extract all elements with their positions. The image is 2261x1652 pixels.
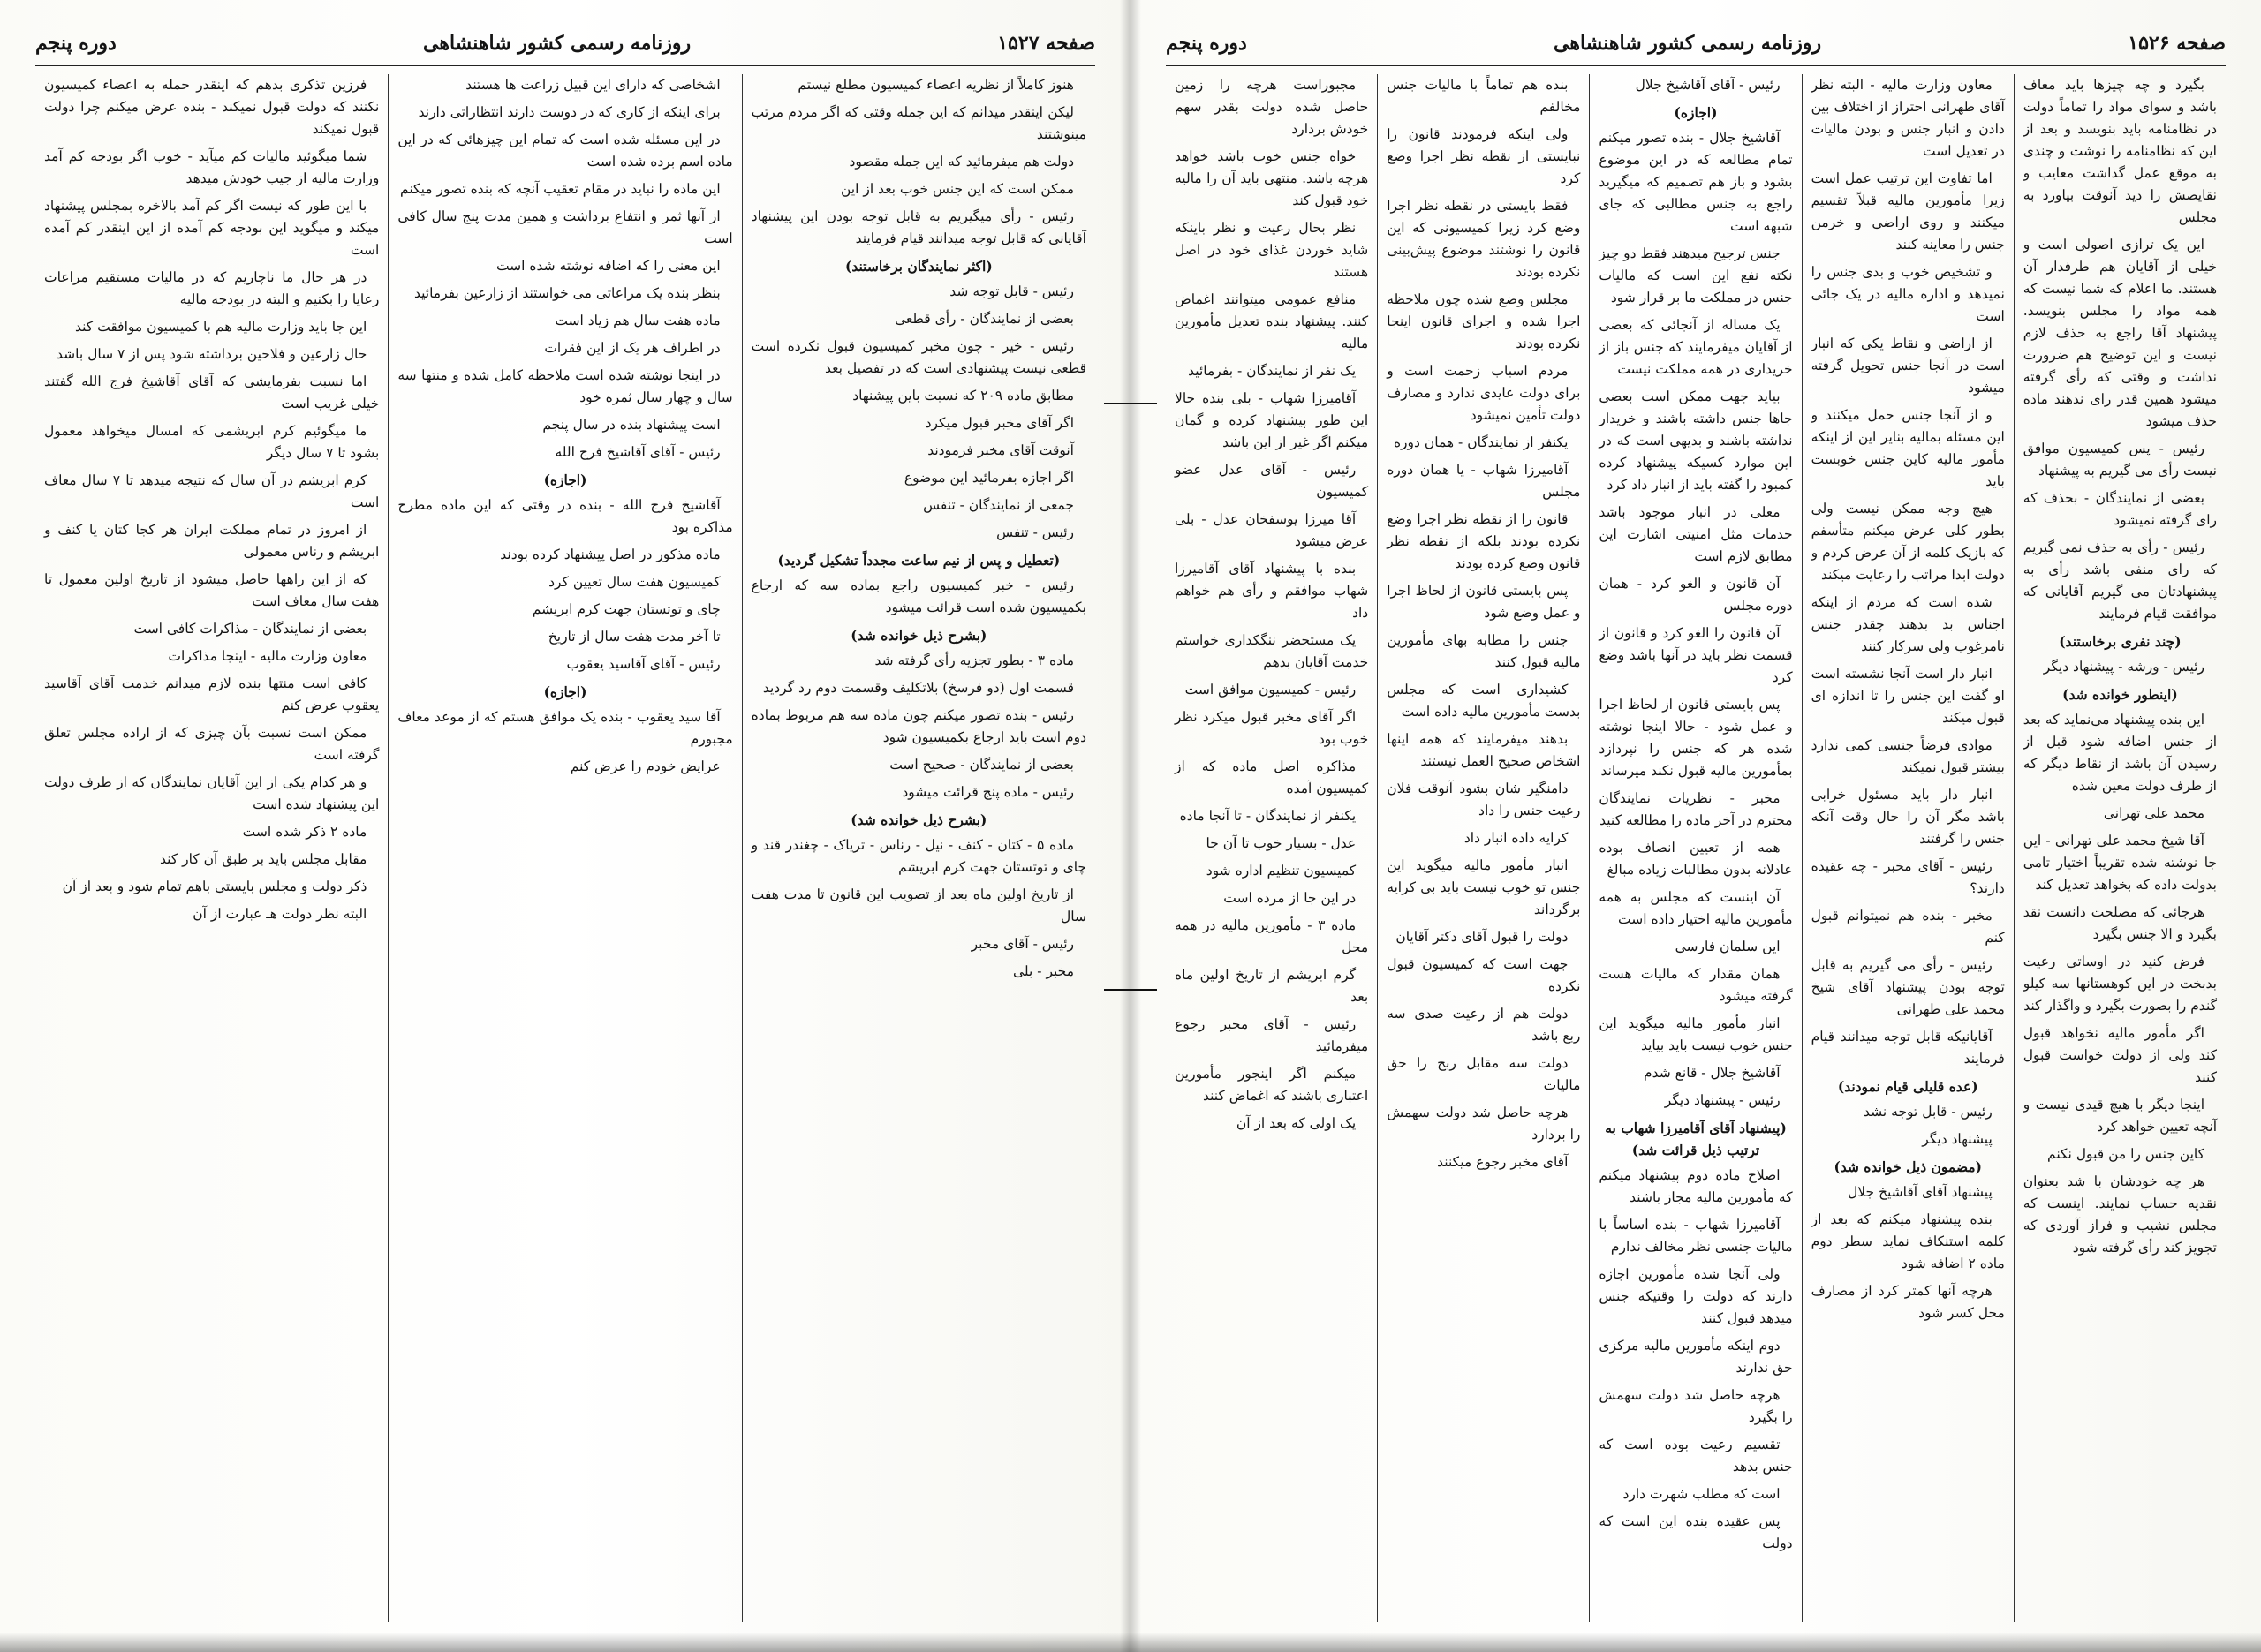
paragraph: ماده ۵ - کتان - کنف - نیل - رناس - تریاک - چغندر قند و چای و توتستان جهت کرم ابریشم [751,837,1086,875]
text-column [388,74,741,1622]
paragraph: (اکثر نمایندگان برخاستند) [845,258,993,275]
paragraph: فقط بایستی در نقطه نظر اجرا وضع کرد زیرا کمیسیونی که این قانون را نوشتند موضوع پیش‌بینی نکرده بودند [1387,198,1581,280]
paragraph: برای اینکه از کاری که در دوست دارند انتظاراتی دارند [418,104,721,120]
left-page-period: دوره پنجم [35,32,117,55]
right-page-header [1166,23,2226,66]
paragraph: رئیس - آقای مخبر رجوع میفرمائید [1174,1016,1369,1054]
paragraph: رئیس - ورشه - پیشنهاد دیگر [2043,659,2204,675]
paragraph: و از آنجا جنس حمل میکنند و این مسئله بمالیه بنایر این از اینکه مأمور مالیه کاین جنس خوبست باید [1811,407,2005,489]
paragraph: است پیشنهاد بنده در سال پنجم [542,417,721,433]
paragraph: رئیس - پس کمیسیون موافق نیست رأی می گیریم به پیشنهاد [2023,441,2217,479]
paragraph: گرم ابریشم از تاریخ اولین ماه بعد [1174,967,1369,1005]
paragraph: ذکر دولت و مجلس بایستی باهم تمام شود و بعد از آن [62,879,367,894]
paragraph: در هر حال ما ناچاریم که در مالیات مستقیم مراعات رعایا را بکنیم و البته در بودجه مالیه [44,269,380,307]
paragraph: رئیس - قابل توجه نشد [1863,1104,1993,1120]
paragraph: لیکن اینقدر میدانم که این جمله وقتی که اگر مردم مرتب مینوشتند [751,104,1086,142]
paragraph: رئیس - آقای آقاشیخ جلال [1635,77,1781,93]
paragraph: کافی است منتها بنده لازم میدانم خدمت آقای آقاسید یعقوب عرض کنم [44,675,380,713]
paragraph: منافع عمومی میتوانند اغماض کنند. پیشنهاد بنده تعدیل مأمورین مالیه [1174,291,1369,351]
paragraph: بعضی از نمایندگان - مذاکرات کافی است [133,621,367,637]
paragraph: جهت است که کمیسیون قبول نکرده [1387,956,1581,994]
paragraph: تا آخر مدت هفت سال از تاریخ [548,629,721,645]
paragraph: با این طور که نیست اگر کم آمد بالاخره بمجلس پیشنهاد میکند و میگوید این بودجه کم آمده از این اینقدر کم آمده است [44,198,380,258]
paragraph: یک نفر از نمایندگان - بفرمائید [1188,363,1357,379]
paragraph: رئیس - رأی می گیریم به قابل توجه بودن پیشنهاد آقای شیخ محمد علی طهرانی [1811,957,2005,1017]
paragraph: فرض کنید در اوساتی رعیت بدبخت در این کوهستانها سه کیلو گندم را بصورت بگیرد و واگذار کند [2023,954,2217,1014]
paragraph: بعضی از نمایندگان - رأی قطعی [895,311,1074,327]
left-page-number: صفحه ۱۵۲۷ [997,32,1095,55]
paragraph: (اجازه) [543,683,587,700]
paragraph: و تشخیص خوب و بدی جنس را نمیدهد و اداره مالیه در یک جائی است [1811,264,2005,324]
paragraph: این معنی را که اضافه نوشته شده است [495,258,721,274]
paragraph: بنظر بنده یک مراعاتی می خواستند از زارعین بفرمائید [413,285,721,301]
paragraph: دولت را قبول آقای دکتر آقایان [1395,929,1569,945]
paragraph: میکنم اگر اینجور مأمورین اعتباری باشند که اغماض کنند [1174,1066,1369,1104]
paragraph: انبار دار باید مسئول خرابی باشد مگر آن را حال وقت آنکه جنس را گرفتند [1811,787,2005,847]
paragraph: دولت هم از رعیت صدی سه ربع باشد [1387,1006,1581,1044]
right-page-number: صفحه ۱۵۲۶ [2128,32,2226,55]
paragraph: بنده پیشنهاد میکنم که بعد از کلمه استنکاف نماید سطر دوم ماده ۲ اضافه شود [1811,1211,2005,1271]
paragraph: آن قانون را الغو کرد و قانون از قسمت نظر باید در آنها باشد وضع کرد [1599,625,1793,685]
paragraph: مقابل مجلس باید بر طبق آن کار کند [159,851,367,867]
paragraph: معلی در انبار موجود باشد خدمات مثل امنیتی اشارت این مطابق لازم است [1599,504,1793,564]
paragraph: که از این راهها حاصل میشود از تاریخ اولین معمول تا هفت سال معاف است [44,571,380,609]
left-page-columns [35,74,1095,1622]
text-column [1802,74,2014,1622]
paragraph: ولی اینکه فرمودند قانون را نبایستی از نقطه نظر اجرا وضع کرد [1387,126,1581,186]
paragraph: هر چه خودشان با شد بعنوان نقدیه حساب نمایند. اینست که مجلس نشیب و فراز آوردی که تجویز کند رأی گرفته شود [2023,1173,2217,1256]
paragraph: ممکن است که این جنس خوب بعد از این [841,181,1074,197]
paragraph: محمد علی تهرانی [2103,805,2204,821]
text-column [1377,74,1589,1622]
paragraph: کرم ابریشم در آن سال که نتیجه میدهد تا ۷ سال معاف است [44,472,380,510]
paragraph: دامنگیر شان بشود آنوقت فلان رعیت جنس را داد [1387,781,1581,818]
left-page-title: روزنامه رسمی کشور شاهنشاهی [423,32,692,55]
paragraph: رئیس - ماده پنج قرائت میشود [902,784,1074,800]
paragraph: هرجائی که مصلحت دانست نقد بگیرد و الا جنس بگیرد [2023,904,2217,942]
paragraph: اگر آقای مخبر قبول میکرد نظر خوب بود [1174,709,1369,747]
paragraph: اگر مأمور مالیه نخواهد قبول کند ولی از دولت خواست قبول کنند [2023,1025,2217,1085]
paragraph: کرایه داده انبار داد [1463,830,1569,846]
paragraph: ماده ۳ - مأمورین مالیه در همه محل [1174,917,1369,955]
paragraph: بعضی از نمایندگان - صحیح است [889,757,1074,773]
paragraph: حال زارعین و فلاحین برداشته شود پس از ۷ سال باشد [57,346,367,362]
left-page-header [35,23,1095,66]
paragraph: انبار دار است آنجا نشسته است او گفت این جنس را تا اندازه ای قبول میکند [1811,666,2005,726]
paragraph: آنوقت آقای مخبر فرمودند [927,442,1074,458]
paragraph: مجبوراست هرچه را زمین حاصل شده دولت بقدر سهم خودش بردارد [1174,77,1369,137]
right-page-period: دوره پنجم [1166,32,1247,55]
paragraph: ماده هفت سال هم زیاد است [555,313,721,328]
paragraph: فرزین تذکری بدهم که اینقدر حمله به اعضاء کمیسیون نکنند که دولت قبول نمیکند - بنده عرض میکنم چرا دولت قبول نمیکند [44,77,380,137]
text-column [2014,74,2226,1622]
book-gutter [1120,0,1141,1652]
paragraph: ماده ۳ - بطور تجزیه رأی گرفته شد [874,653,1074,668]
paragraph: از امروز در تمام مملکت ایران هر کجا کتان یا کنف و ابریشم و رناس معمولی [44,522,380,560]
paragraph: این ماده را نباید در مقام تعقیب آنچه که بنده تصور میکنم [400,181,721,197]
paragraph: دولت سه مقابل ربح را حق مالیات [1387,1055,1581,1093]
paragraph: هرچه حاصل شد دولت سهمش را بگیرد [1599,1387,1793,1425]
paragraph: مطابق ماده ۲۰۹ که نسبت باین پیشنهاد [852,388,1074,404]
paragraph: (بشرح ذیل خوانده شد) [851,811,987,828]
paragraph: (پیشنهاد آقای آقامیرزا شهاب به ترتیب ذیل قرائت شد) [1605,1120,1787,1158]
paragraph: این سلمان فارسی [1675,939,1781,954]
gutter-mark [1104,989,1157,991]
paragraph: آقاشیخ جلال - قانع شدم [1644,1065,1781,1081]
paragraph: این یک ترازی اصولی است و خیلی از آقایان هم طرفدار آن هستند. ما اعلام که شما نیست که همه مواد را مجلس بنویسد. پیشنهاد آقا راجع به حذف لازم نیست و این توضیح هم ضرورت نداشت و وقتی که رأی گرفته میشود همین قدر رای ندهند ماده حذف میشود [2023,237,2217,429]
paragraph: ولی آنجا شده مأمورین اجازه دارند که دولت را وقتیکه جنس میدهد قبول کنند [1599,1266,1793,1326]
paragraph: چای و توتستان جهت کرم ابریشم [532,601,721,617]
paragraph: پس عقیده بنده این است که دولت [1599,1513,1793,1551]
paragraph: آقا میرزا یوسفخان عدل - بلی عرض میشود [1174,511,1369,549]
paragraph: آقا شیخ محمد علی تهرانی - این جا نوشته شده تقریباً اختیار تامی بدولت داده که بخواهد تعدیل کند [2023,833,2217,893]
paragraph: همان مقدار که مالیات هست گرفته میشود [1599,966,1793,1004]
paragraph: در اینجا نوشته شده است ملاحظه کامل شده و منتها سه سال و چهار سال ثمره خود [397,367,733,405]
paragraph: مذاکره اصل ماده که از کمیسیون آمده [1174,758,1369,796]
paragraph: ماده ۲ ذکر شده است [242,824,367,840]
paragraph: بیاید جهت ممکن است بعضی جاها جنس داشته باشند و خریدار نداشته باشند و بدیهی است که در این موارد کسیکه پیشنهاد کرده کمبود را گفته باید از انبار داد کرد [1599,388,1793,493]
paragraph: است که مطلب شهرت دارد [1622,1486,1781,1502]
paragraph: در این مسئله شده است که تمام این چیزهائی که در این ماده اسم برده شده است [397,132,733,170]
paragraph: رئیس - خیر - چون مخبر کمیسیون قبول نکرده است قطعی نیست پیشنهادی است که در تفصیل بعد [751,338,1086,376]
paragraph: شما میگوئید مالیات کم میآید - خوب اگر بودجه کم آمد وزارت مالیه از جیب خودش میدهد [44,148,380,186]
paragraph: آقامیرزا شهاب - بلی بنده حالا این طور پیشنهاد کرده و گمان میکنم اگر غیر از این باشد [1174,390,1369,450]
paragraph: در اطراف هر یک از این فقرات [544,340,721,356]
paragraph: دوم اینکه مأمورین مالیه مرکزی حق ندارند [1599,1338,1793,1376]
paragraph: قانون را از نقطه نظر اجرا وضع نکرده بودند بلکه از نقطه نظر قانون وضع کرده بودند [1387,511,1581,571]
paragraph: هرچه حاصل شد دولت سهمش را بردارد [1387,1105,1581,1143]
paragraph: بدهند میفرمایند که همه اینها اشخاص صحیح العمل نیستند [1387,731,1581,769]
right-page [1130,0,2261,1652]
paragraph: رئیس - رأی میگیریم به قابل توجه بودن این پیشنهاد آقایانی که قابل توجه میدانند قیام فرمایند [751,208,1086,246]
paragraph: بنده با پیشنهاد آقای آقامیرزا شهاب موافقم و رأی هم خواهم داد [1174,561,1369,621]
paragraph: هرچه آنها کمتر کرد از مصارف محل کسر شود [1811,1283,2005,1321]
paragraph: رئیس - آقای عدل عضو کمیسیون [1174,462,1369,500]
paragraph: آن اینست که مجلس به همه مأمورین مالیه اختیار داده است [1599,889,1793,927]
paragraph: اینجا دیگر با هیچ قیدی نیست و آنچه تعیین خواهد کرد [2023,1097,2217,1135]
paragraph: کشیداری است که مجلس بدست مأمورین مالیه داده است [1387,682,1581,720]
paragraph: انبار مأمور مالیه میگوید این جنس تو خوب نیست باید بی کرایه برگرداند [1387,857,1581,917]
paragraph: پس بایستی قانون از لحاظ اجرا و عمل وضع شود [1387,583,1581,621]
paragraph: بعضی از نمایندگان - بحذف که رای گرفته نمیشود [2023,490,2217,528]
paragraph: همه از تعیین انصاف بوده عادلانه بدون مطالبات زیاده مبالغ [1599,840,1793,878]
paragraph: آقای مخبر رجوع میکنند [1437,1154,1569,1170]
paragraph: جمعی از نمایندگان - تنفس [923,497,1074,513]
paragraph: یکنفر از نمایندگان - تا آنجا ماده [1179,808,1357,824]
paragraph: جنس را مطابه بهای مأمورین مالیه قبول کنند [1387,632,1581,670]
paragraph: اگر آقای مخبر قبول میکرد [925,415,1074,431]
paragraph: اگر اجازه بفرمائید این موضوع [904,470,1074,486]
paragraph: این بنده پیشنهاد می‌نماید که بعد از جنس اضافه شود قبل از رسیدن آن باشد از نقاط دیگر که از طرف دولت معین شده [2023,712,2217,794]
paragraph: رئیس - کمیسیون موافق است [1184,682,1357,698]
paragraph: از اراضی و نقاط یکی که انبار است در آنجا جنس تحویل گرفته میشود [1811,336,2005,396]
paragraph: رئیس - آقای آقاسید یعقوب [566,656,721,672]
paragraph: (تعطیل و پس از نیم ساعت مجدداً تشکیل گردید) [777,552,1061,569]
paragraph: یک مساله از آنجائی که بعضی از آقایان میفرمایند که جنس باز از خریداری در همه مملکت نیست [1599,317,1793,377]
paragraph: ماده مذکور در اصل پیشنهاد کرده بودند [500,547,721,562]
paragraph: عرایض خودم را عرض کنم [570,758,721,774]
paragraph: از تاریخ اولین ماه بعد از تصویب این قانون تا مدت هفت سال [751,886,1086,924]
paragraph: این جا باید وزارت مالیه هم با کمیسیون موافقت کند [74,319,367,335]
paragraph: رئیس - بنده تصور میکنم چون ماده سه هم مربوط بماده دوم است باید ارجاع بکمیسیون شود [751,707,1086,745]
paragraph: اشخاصی که دارای این قبیل زراعت ها هستند [465,77,721,93]
paragraph: ممکن است نسبت بآن چیزی که از اراده مجلس تعلق گرفته است [44,725,380,763]
paragraph: دولت هم میفرمائید که این جمله مقصود [849,154,1074,170]
paragraph: مجلس وضع شده چون ملاحظه اجرا شده و اجرای قانون اینجا نکرده بودند [1387,291,1581,351]
paragraph: ما میگوئیم کرم ابریشمی که امسال میخواهد معمول بشود تا ۷ سال دیگر [44,423,380,461]
paragraph: رئیس - پیشنهاد دیگر [1664,1092,1781,1108]
paragraph: رئیس - آقای مخبر - چه عقیده دارند؟ [1811,858,2005,896]
paragraph: مخبر - نظریات نمایندگان محترم در آخر ماده را مطالعه کنید [1599,790,1793,828]
paragraph: پیشنهاد دیگر [1922,1131,1993,1147]
paragraph: شده است که مردم از اینکه اجناس بد بدهند چقدر جنس نامرغوب ولی سرکار کنند [1811,594,2005,654]
paragraph: و هر کدام یکی از این آقایان نمایندگان که از طرف دولت این پیشنهاد شده است [44,774,380,812]
paragraph: (چند نفری برخاستند) [2059,633,2182,650]
paragraph: پیشنهاد آقای آقاشیخ جلال [1847,1184,1993,1200]
paragraph: آقامیرزا شهاب - بنده اساساً با مالیات جنسی نظر مخالف ندارم [1599,1217,1793,1255]
paragraph: بنده هم تماماً با مالیات جنس مخالفم [1387,77,1581,115]
text-column [35,74,388,1622]
paragraph: رئیس - آقای آقاشیخ فرج الله [555,444,721,460]
paragraph: مخبر - بلی [1013,963,1074,979]
text-column [1166,74,1377,1622]
paragraph: یک مستحضر ننگکداری خواستم خدمت آقایان بدهم [1174,632,1369,670]
right-page-title: روزنامه رسمی کشور شاهنشاهی [1554,32,1822,55]
paragraph: خواه جنس خوب باشد خواهد هرچه باشد. منتهی باید آن را مالیه خود قبول کند [1174,148,1369,208]
paragraph: (اجازه) [1674,104,1718,121]
paragraph: (بشرح ذیل خوانده شد) [851,627,987,644]
paragraph: رئیس - قابل توجه شد [949,283,1074,299]
paragraph: معاون وزارت مالیه - البته نظر آقای طهرانی احتراز از اختلاف بین دادن و انبار جنس و بودن مالیات در تعدیل است [1811,77,2005,159]
left-page [0,0,1130,1652]
paragraph: قسمت اول (دو فرسخ) بلاتکلیف وقسمت دوم رد گردید [762,680,1074,696]
paragraph: آقاشیخ جلال - بنده تصور میکنم تمام مطالعه که در این موضوع بشود و باز هم تصمیم که میگیرید راجع به جنس مطالبی که جای شبهه است [1599,130,1793,234]
gutter-mark [1104,403,1157,404]
paragraph: آقا سید یعقوب - بنده یک موافق هستم که از موعد معاف مجبورم [397,709,733,747]
paragraph: (عده قلیلی قیام نمودند) [1837,1078,1978,1095]
paragraph: بگیرد و چه چیزها باید معاف باشد و سوای مواد را تماماً دولت در نظامنامه باید بنویسد و بعد از این که نظامنامه را نوشت و چندی به موقع عمل گذاشت معایب و نقایصش را دید آنوقت بیاورد به مجلس [2023,77,2217,225]
paragraph: (مضمون ذیل خوانده شد) [1834,1158,1982,1175]
paragraph: عدل - بسیار خوب تا آن جا [1206,835,1357,851]
page-edge-shadow [0,1633,2261,1652]
paragraph: (اجازه) [543,471,587,488]
paragraph: اصلاح ماده دوم پیشنهاد میکنم که مأمورین مالیه مجاز باشند [1599,1167,1793,1205]
paragraph: البته نظر دولت هـ عبارت از آن [193,906,367,922]
paragraph: رئیس - تنفس [996,524,1074,540]
paragraph: نظر بحال رعیت و نظر باینکه شاید خوردن غذای خود در اصل هستند [1174,220,1369,280]
paragraph: آن قانون و الغو کرد - همان دوره مجلس [1599,576,1793,614]
paragraph: کمیسیون هفت سال تعیین کرد [548,574,721,590]
text-column [1589,74,1801,1622]
paragraph: مخبر - بنده هم نمیتوانم قبول کنم [1811,908,2005,946]
paragraph: معاون وزارت مالیه - اینجا مذاکرات [168,648,367,664]
paragraph: رئیس - رأی به حذف نمی گیریم که رای منفی باشد رأی به پیشنهادتان می گیریم آقایانی که موافقت قیام فرمایند [2023,539,2217,622]
right-page-columns [1166,74,2226,1622]
paragraph: هیچ وجه ممکن نیست ولی بطور کلی عرض میکنم متأسفم که بازیک کلمه از آن عرض کردم و دولت ابدا مراتب را رعایت میکند [1811,501,2005,583]
paragraph: آقاشیخ فرج الله - بنده در وقتی که این ماده مطرح مذاکره بود [397,497,733,535]
paragraph: موادی فرضاً جنسی کمی ندارد بیشتر قبول نمیکند [1811,737,2005,775]
paragraph: انبار مأمور مالیه میگوید این جنس خوب نیست باید بیاید [1599,1015,1793,1053]
text-column [742,74,1095,1622]
paragraph: آقایانیکه قابل توجه میدانند قیام فرمایند [1811,1029,2005,1067]
paragraph: کاین جنس را من قبول نکنم [2047,1146,2204,1162]
paragraph: کمیسیون تنظیم اداره شود [1206,863,1357,879]
paragraph: (اینطور خوانده شد) [2062,686,2178,703]
paragraph: از آنها ثمر و انتفاع برداشت و همین مدت پنج سال کافی است [397,208,733,246]
paragraph: در این جا از مرده است [1223,890,1357,906]
paragraph: یک اولی که بعد از آن [1236,1115,1357,1131]
paragraph: یکنفر از نمایندگان - همان دوره [1393,434,1569,450]
paragraph: اما نسبت بفرمایشی که آقای آقاشیخ فرج الله گفتند خیلی غریب است [44,373,380,411]
paragraph: پس بایستی قانون از لحاظ اجرا و عمل شود - حالا اینجا نوشته شده هر که جنس را نپردازد بمأمورین مالیه قبول نکند میرساند [1599,697,1793,779]
paragraph: رئیس - آقای مخبر [971,936,1074,952]
paragraph: هنوز کاملاً از نظریه اعضاء کمیسیون مطلع نیستم [798,77,1074,93]
paragraph: اما تفاوت این ترتیب عمل است زیرا مأمورین مالیه قبلاً تقسیم میکنند و روی اراضی و خرمن جنس را معاینه کنند [1811,170,2005,253]
paragraph: رئیس - خبر کمیسیون راجع بماده سه که ارجاع بکمیسیون شده است قرائت میشود [751,577,1086,615]
paragraph: جنس ترجیح میدهند فقط دو چیز نکته نفع این است که مالیات جنس در مملکت ما بر قرار شود [1599,245,1793,306]
paragraph: مردم اسباب زحمت است و برای دولت عایدی ندارد و مصارف دولت تأمین نمیشود [1387,363,1581,423]
paragraph: آقامیرزا شهاب - یا همان دوره مجلس [1387,462,1581,500]
paragraph: تقسیم رعیت بوده است که جنس بدهد [1599,1437,1793,1475]
